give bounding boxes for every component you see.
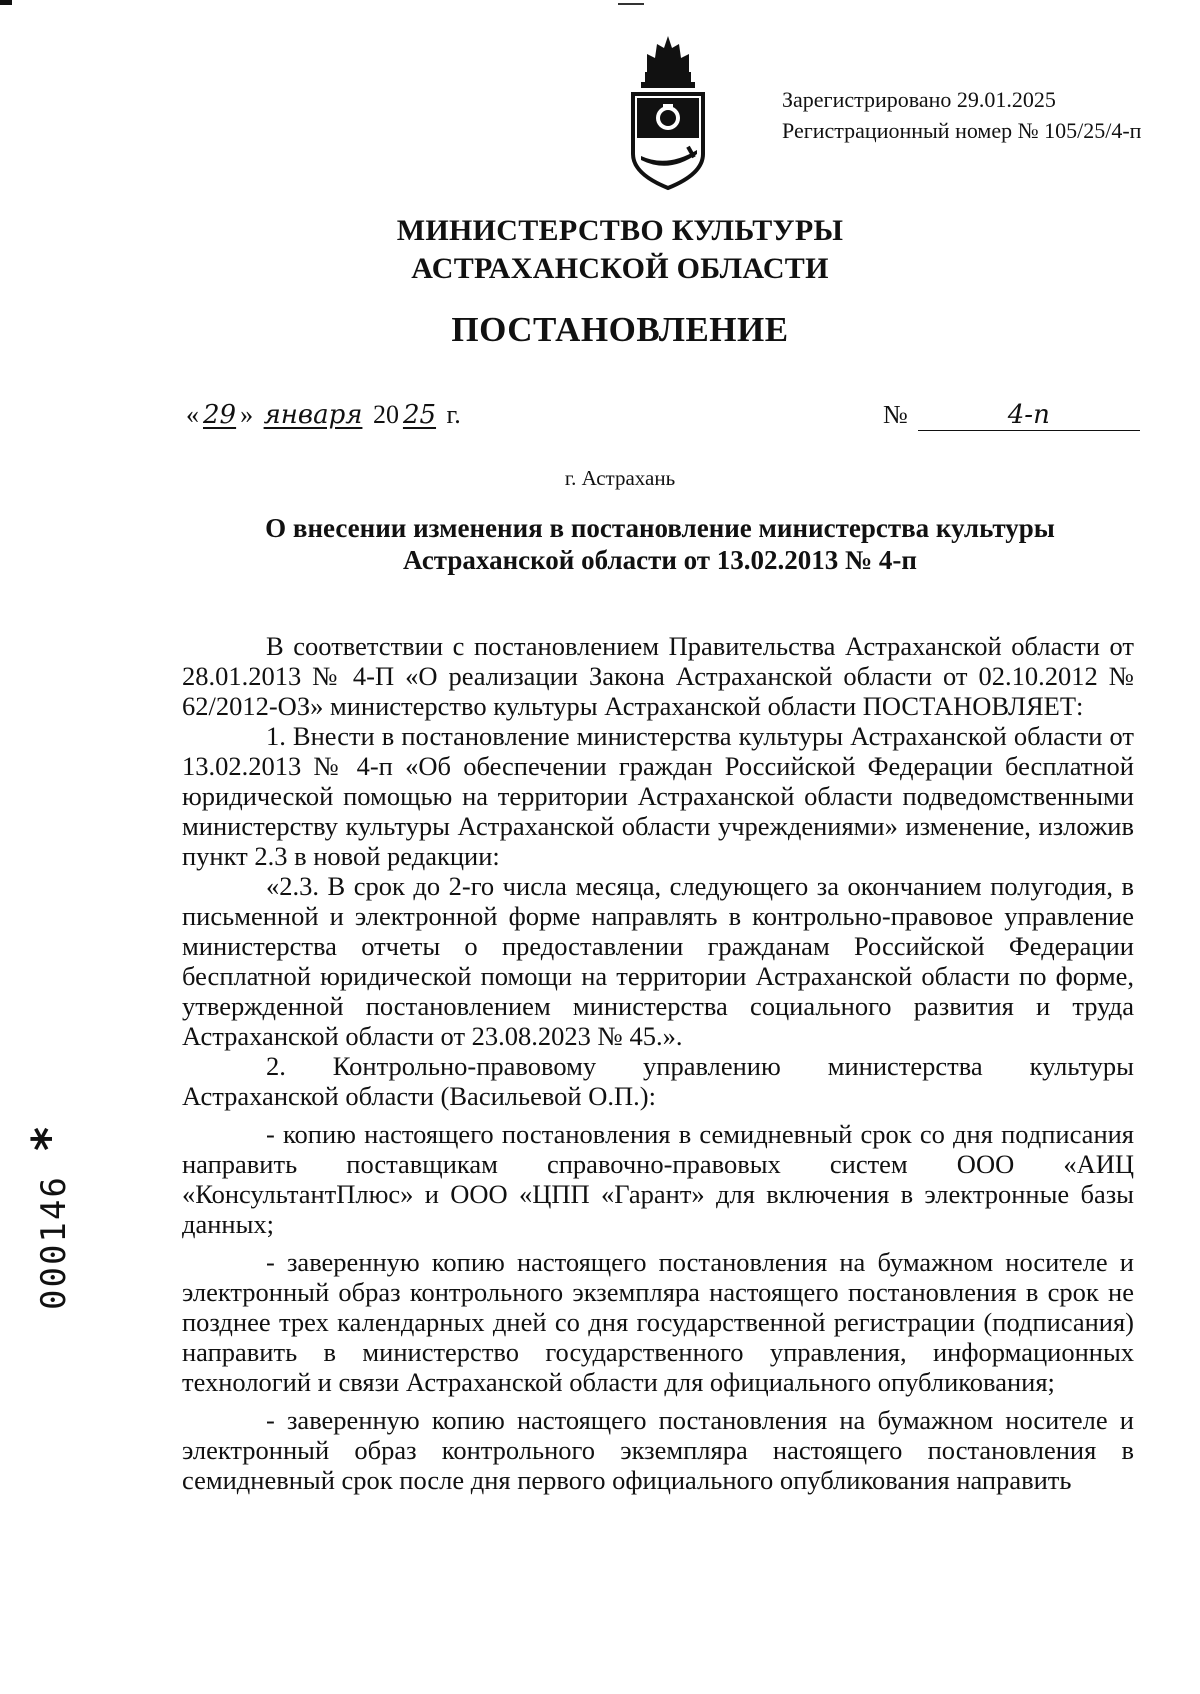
date-open-quote: «	[186, 400, 199, 429]
number-value: 4-п	[918, 400, 1140, 431]
coat-of-arms-icon	[627, 34, 709, 194]
city: г. Астрахань	[564, 466, 676, 490]
subject-line1: О внесении изменения в постановление министерства культуры	[265, 513, 1055, 543]
document-body	[182, 631, 1134, 1495]
registration-number: Регистрационный номер № 105/25/4-п	[782, 118, 1142, 143]
subject-line2: Астраханской области от 13.02.2013 № 4-п	[403, 545, 917, 575]
registration-date: Зарегистрировано 29.01.2025	[782, 87, 1056, 112]
document-subject	[180, 512, 1140, 576]
item-1-quote-paragraph: «2.3. В срок до 2-го числа месяца, следующего за окончанием полугодия, в письменной и электронной форме направлять в контрольно-правовое управление министерства отчеты о предоставлении гражданам Российской Федерации бесплатной юридической помощи на территории Астраханской области по форме, утвержденной постановлением министерства социального развития и труда Астраханской области от 23.08.2023 № 45.».	[182, 871, 1134, 1051]
date-day: 29	[203, 400, 237, 430]
document-type: ПОСТАНОВЛЕНИЕ	[451, 310, 789, 349]
date-year-prefix: 20	[372, 400, 399, 429]
date-close-quote: »	[240, 400, 254, 429]
item-2-dash-2-paragraph: - заверенную копию настоящего постановления на бумажном носителе и электронный образ контрольного экземпляра настоящего постановления в срок не позднее трех календарных дней со дня государственной регистрации (подписания) направить в министерство государственного управления, информационных технологий и связи Астраханской области для официального опубликования;	[182, 1247, 1134, 1397]
date-year-unit: г.	[446, 400, 461, 429]
ministry-name-line1: МИНИСТЕРСТВО КУЛЬТУРЫ	[396, 214, 844, 247]
number-label: №	[883, 400, 908, 429]
side-stamp	[22, 1110, 82, 1310]
date-month: января	[263, 400, 363, 430]
registration-block	[782, 84, 1141, 146]
item-2-dash-1-paragraph: - копию настоящего постановления в семидневный срок со дня подписания направить поставщикам справочно-правовых систем ООО «АИЦ «КонсультантПлюс» и ООО «ЦПП «Гарант» для включения в электронные базы данных;	[182, 1119, 1134, 1239]
ministry-name-line2: АСТРАХАНСКОЙ ОБЛАСТИ	[411, 252, 829, 285]
document-number	[883, 400, 1140, 431]
date-year-suffix: 25	[402, 400, 437, 430]
scan-mark	[0, 0, 12, 5]
document-date	[186, 400, 461, 430]
side-stamp-code: 000146	[34, 1175, 74, 1310]
preamble-paragraph: В соответствии с постановлением Правительства Астраханской области от 28.01.2013 № 4-П «О реализации Закона Астраханской области от 02.10.2012 № 62/2012-ОЗ» министерство культуры Астраханской области ПОСТАНОВЛЯЕТ:	[182, 631, 1134, 721]
item-2-dash-3-paragraph: - заверенную копию настоящего постановления на бумажном носителе и электронный образ контрольного экземпляра настоящего постановления в семидневный срок после дня первого официального опубликования направить	[182, 1405, 1134, 1495]
scan-mark	[618, 3, 644, 5]
ministry-name	[380, 212, 860, 288]
side-stamp-star: *	[22, 1122, 76, 1153]
item-2-paragraph: 2. Контрольно-правовому управлению министерства культуры Астраханской области (Васильевой О.П.):	[182, 1051, 1134, 1111]
item-1-paragraph: 1. Внести в постановление министерства культуры Астраханской области от 13.02.2013 № 4-п «Об обеспечении граждан Российской Федерации бесплатной юридической помощью на территории Астраханской области подведомственными министерству культуры Астраханской области учреждениями» изменение, изложив пункт 2.3 в новой редакции:	[182, 721, 1134, 871]
